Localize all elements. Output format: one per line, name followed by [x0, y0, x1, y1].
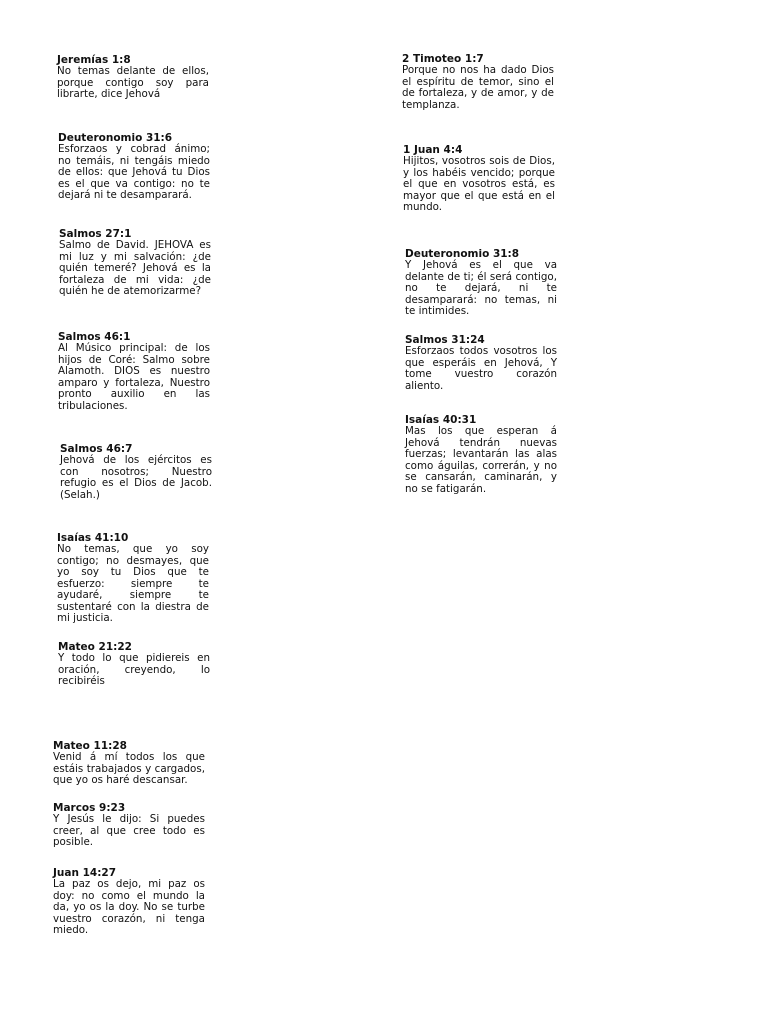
verse-card-marcos-9-23	[53, 802, 205, 848]
verse-card-salmos-46-1	[58, 331, 210, 412]
verse-card-salmos-27-1	[59, 228, 211, 298]
verse-card-jeremias-1-8	[57, 54, 209, 101]
verse-text: Porque no nos ha dado Dios el espíritu de temor, sino el de fortaleza, y de amor, y de templanza.	[402, 64, 554, 111]
verse-text: Y Jesús le dijo: Si puedes creer, al que cree todo es posible.	[53, 813, 205, 848]
verse-reference: Juan 14:27	[53, 867, 117, 879]
verse-reference: 1 Juan 4:4	[403, 144, 463, 156]
verse-text: La paz os dejo, mi paz os doy: no como el mundo la da, yo os la doy. No se turbe vuestro corazón, ni tenga miedo.	[53, 878, 205, 936]
verse-card-salmos-46-7	[60, 443, 212, 501]
verse-card-mateo-11-28	[53, 740, 205, 787]
verse-reference: Salmos 31:24	[405, 334, 485, 346]
verse-reference: 2 Timoteo 1:7	[402, 53, 484, 65]
verse-text: Al Músico principal: de los hijos de Coré: Salmo sobre Alamoth. DIOS es nuestro amparo y fortaleza, Nuestro pronto auxilio en las tribulaciones.	[58, 342, 210, 412]
verse-card-salmos-31-24	[405, 334, 557, 392]
verse-reference: Salmos 27:1	[59, 228, 132, 240]
verse-card-deuteronomio-31-8	[405, 248, 557, 317]
verse-text: No temas, que yo soy contigo; no desmayes, que yo soy tu Dios que te esfuerzo: siempre te ayudaré, siempre te sustentaré con la diestra de mi justicia.	[57, 543, 209, 624]
verse-text: Jehová de los ejércitos es con nosotros; Nuestro refugio es el Dios de Jacob. (Selah.)	[60, 454, 212, 501]
verse-reference: Salmos 46:7	[60, 443, 133, 455]
verse-card-mateo-21-22	[58, 641, 210, 688]
verse-reference: Isaías 40:31	[405, 414, 477, 426]
verse-reference: Isaías 41:10	[57, 532, 129, 544]
verse-reference: Deuteronomio 31:8	[405, 248, 520, 260]
verse-card-isaias-41-10	[57, 532, 209, 624]
verse-reference: Marcos 9:23	[53, 802, 126, 814]
verse-text: Esforzaos todos vosotros los que esperáis en Jehová, Y tome vuestro corazón aliento.	[405, 345, 557, 392]
verse-text: Salmo de David. JEHOVA es mi luz y mi salvación: ¿de quién temeré? Jehová es la fortaleza de mi vida: ¿de quién he de atemorizarme?	[59, 239, 211, 297]
verse-reference: Mateo 11:28	[53, 740, 127, 752]
verse-text: Venid á mí todos los que estáis trabajados y cargados, que yo os haré descansar.	[53, 751, 205, 786]
verse-text: No temas delante de ellos, porque contigo soy para librarte, dice Jehová	[57, 65, 209, 100]
verse-card-2-timoteo-1-7	[402, 53, 554, 111]
verse-text: Y todo lo que pidiereis en oración, creyendo, lo recibiréis	[58, 652, 210, 687]
verse-card-isaias-40-31	[405, 414, 557, 495]
verse-text: Mas los que esperan á Jehová tendrán nuevas fuerzas; levantarán las alas como águilas, correrán, y no se cansarán, caminarán, y no se fatigarán.	[405, 425, 557, 495]
verse-card-1-juan-4-4	[403, 144, 555, 214]
verse-reference: Jeremías 1:8	[57, 54, 131, 66]
verse-text: Y Jehová es el que va delante de ti; él será contigo, no te dejará, ni te desamparará: no temas, ni te intimides.	[405, 259, 557, 317]
verse-reference: Mateo 21:22	[58, 641, 132, 653]
verse-reference: Salmos 46:1	[58, 331, 131, 343]
verse-card-deuteronomio-31-6	[58, 132, 210, 202]
verse-text: Esforzaos y cobrad ánimo; no temáis, ni tengáis miedo de ellos: que Jehová tu Dios es el que va contigo: no te dejará ni te desamparará.	[58, 143, 210, 201]
verse-reference: Deuteronomio 31:6	[58, 132, 173, 144]
verse-card-juan-14-27	[53, 867, 205, 937]
verse-text: Hijitos, vosotros sois de Dios, y los habéis vencido; porque el que en vosotros está, es mayor que el que está en el mundo.	[403, 155, 555, 213]
